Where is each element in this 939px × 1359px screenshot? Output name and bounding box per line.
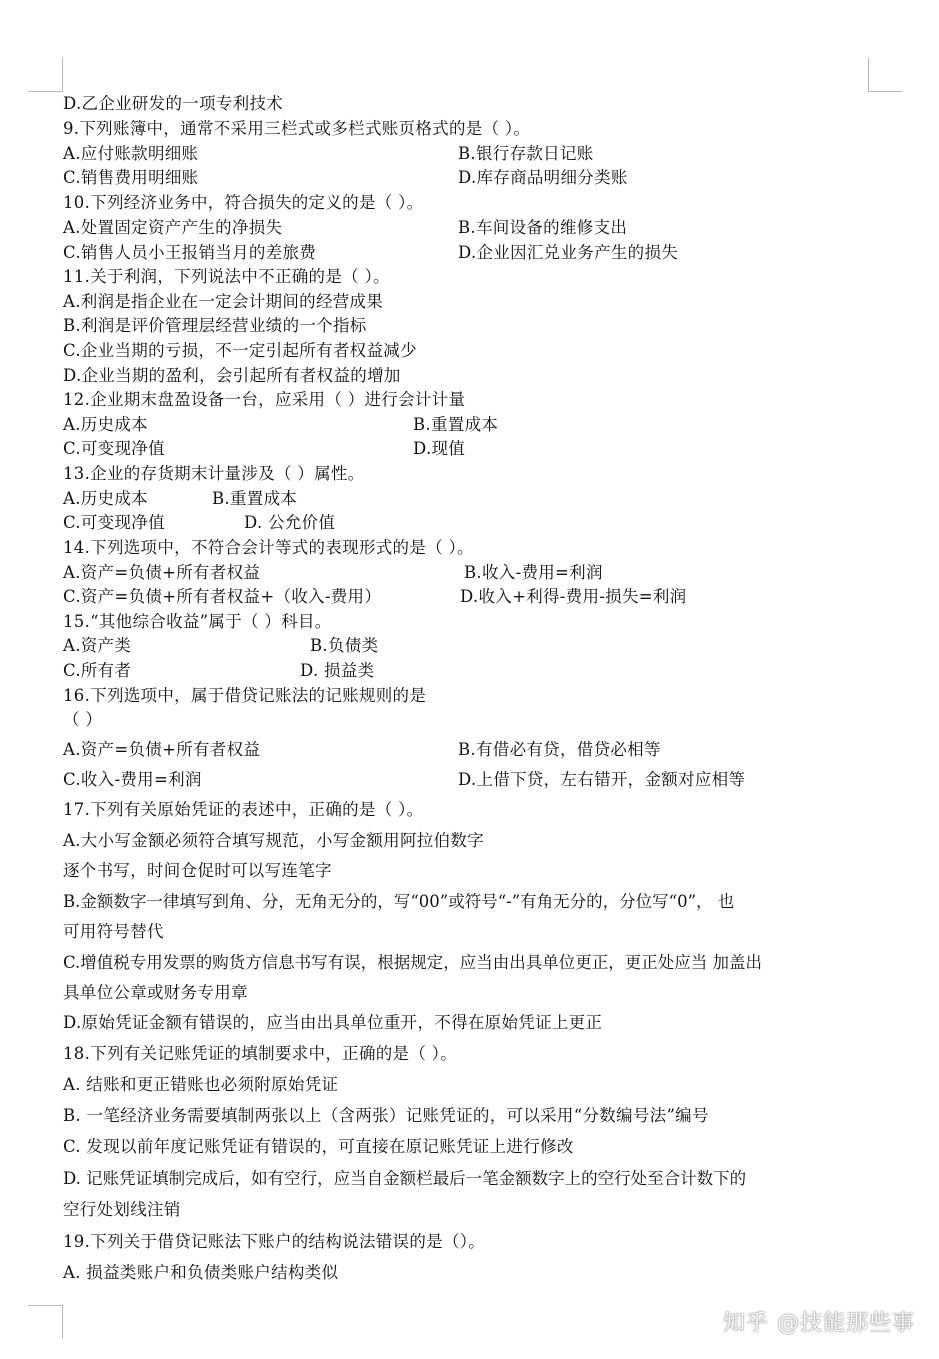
option-line: B.利润是评价管理层经营业绩的一个指标 <box>63 316 367 335</box>
option-line: D. 损益类 <box>300 661 375 680</box>
option-line: C.增值税专用发票的购货方信息书写有误，根据规定，应当由出具单位更正，更正处应当 加盖出 <box>63 953 763 972</box>
option-line: B. 一笔经济业务需要填制两张以上（含两张）记账凭证的，可以采用“分数编号法”编号 <box>63 1106 709 1125</box>
option-line: A.资产=负债+所有者权益 <box>63 563 261 582</box>
crop-mark-bottom-left <box>62 1305 63 1339</box>
option-line: D.企业当期的盈利，会引起所有者权益的增加 <box>63 366 401 385</box>
text-line: （ ） <box>63 710 103 729</box>
option-line: D. 记账凭证填制完成后，如有空行，应当自金额栏最后一笔金额数字上的空行处至合计数下的 <box>63 1169 747 1188</box>
option-line: C.所有者 <box>63 661 132 680</box>
watermark: 知乎 @技能那些事 <box>723 1311 915 1336</box>
option-line: C.销售费用明细账 <box>63 168 199 187</box>
option-line: A.处置固定资产产生的净损失 <box>63 218 283 237</box>
question-19: 19.下列关于借贷记账法下账户的结构说法错误的是（）。 <box>63 1232 486 1251</box>
crop-mark-top-left <box>62 58 63 92</box>
text-line: 空行处划线注销 <box>63 1200 181 1219</box>
option-line: C.企业当期的亏损，不一定引起所有者权益减少 <box>63 341 417 360</box>
option-line: D.上借下贷，左右错开，金额对应相等 <box>458 770 746 789</box>
question-10: 10.下列经济业务中，符合损失的定义的是（ ）。 <box>63 193 424 212</box>
text-line: 具单位公章或财务专用章 <box>63 983 248 1002</box>
option-line: C.销售人员小王报销当月的差旅费 <box>63 243 317 262</box>
question-16: 16.下列选项中，属于借贷记账法的记账规则的是 <box>63 686 427 705</box>
crop-mark-bottom-left-h <box>28 1305 62 1306</box>
option-line: D.库存商品明细分类账 <box>458 168 628 187</box>
crop-mark-top-left-h <box>28 91 62 92</box>
option-line: C.可变现净值 <box>63 439 165 458</box>
option-line: B.银行存款日记账 <box>458 144 594 163</box>
question-14: 14.下列选项中，不符合会计等式的表现形式的是（ ）。 <box>63 538 474 557</box>
option-line: C. 发现以前年度记账凭证有错误的，可直接在原记账凭证上进行修改 <box>63 1137 574 1156</box>
option-line: A.历史成本 <box>63 489 148 508</box>
option-line: C.资产=负债+所有者权益+（收入-费用） <box>63 587 382 606</box>
option-line: A.资产类 <box>63 636 132 655</box>
text-line: 逐个书写，时间仓促时可以写连笔字 <box>63 861 332 880</box>
option-line: B.重置成本 <box>413 415 499 434</box>
option-line: A.利润是指企业在一定会计期间的经营成果 <box>63 292 384 311</box>
question-17: 17.下列有关原始凭证的表述中，正确的是（ ）。 <box>63 800 424 819</box>
option-line: D.现值 <box>413 439 466 458</box>
option-line: A.应付账款明细账 <box>63 144 199 163</box>
option-line: D.收入+利得-费用-损失=利润 <box>460 587 687 606</box>
option-line: C.收入-费用=利润 <box>63 770 202 789</box>
option-line: A. 结账和更正错账也必须附原始凭证 <box>63 1075 339 1094</box>
option-line: B.有借必有贷，借贷必相等 <box>458 740 661 759</box>
question-11: 11.关于利润，下列说法中不正确的是（ ）。 <box>63 267 390 286</box>
crop-mark-top-right-h <box>868 91 902 92</box>
option-line: C.可变现净值 <box>63 513 165 532</box>
crop-mark-top-right <box>868 58 869 92</box>
question-12: 12.企业期末盘盈设备一台，应采用（ ）进行会计计量 <box>63 390 466 409</box>
option-line: A.资产=负债+所有者权益 <box>63 740 261 759</box>
question-9: 9.下列账簿中，通常不采用三栏式或多栏式账页格式的是（ ）。 <box>63 119 531 138</box>
option-line: B.车间设备的维修支出 <box>458 218 628 237</box>
option-line: D.原始凭证金额有错误的，应当由出具单位重开，不得在原始凭证上更正 <box>63 1013 603 1032</box>
option-line: A.大小写金额必须符合填写规范，小写金额用阿拉伯数字 <box>63 831 484 850</box>
option-line: B.金额数字一律填写到角、分，无角无分的，写“00”或符号“-”有角无分的，分位写“0”， 也 <box>63 892 735 911</box>
question-13: 13.企业的存货期末计量涉及（ ）属性。 <box>63 464 365 483</box>
question-15: 15.“其他综合收益”属于（ ）科目。 <box>63 612 332 631</box>
option-line: B.收入-费用=利润 <box>464 563 603 582</box>
option-line: B.负债类 <box>310 636 379 655</box>
text-line: 可用符号替代 <box>63 922 164 941</box>
option-line: A. 损益类账户和负债类账户结构类似 <box>63 1263 339 1282</box>
option-line: B.重置成本 <box>212 489 298 508</box>
option-line: D. 公允价值 <box>244 513 336 532</box>
option-line: D.企业因汇兑业务产生的损失 <box>458 243 679 262</box>
text-line: D.乙企业研发的一项专利技术 <box>63 94 284 113</box>
question-18: 18.下列有关记账凭证的填制要求中，正确的是（ ）。 <box>63 1044 458 1063</box>
option-line: A.历史成本 <box>63 415 148 434</box>
